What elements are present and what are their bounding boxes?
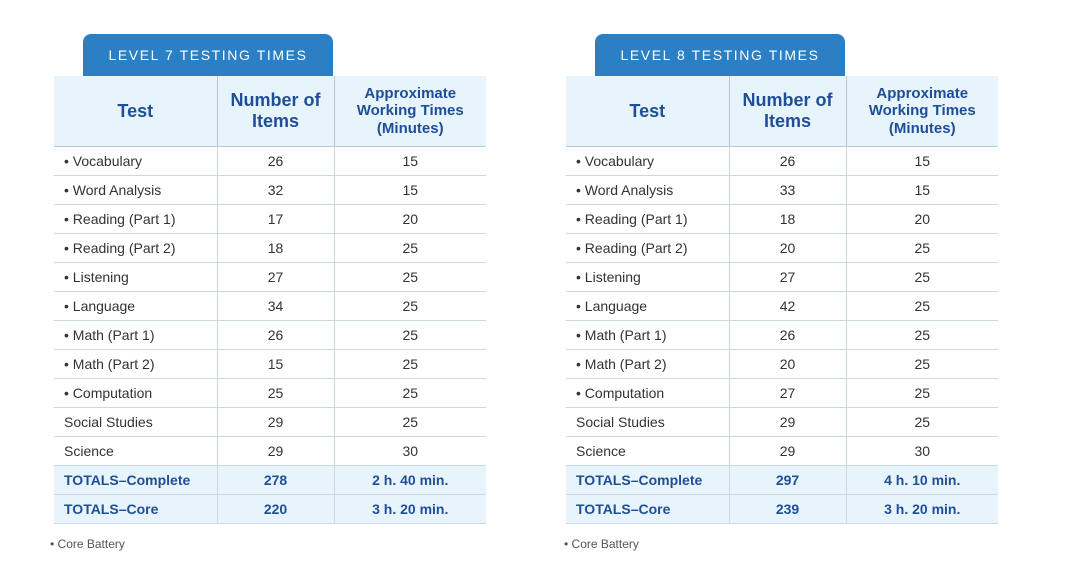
- level-8-title-tab: LEVEL 8 TESTING TIMES: [595, 34, 845, 76]
- totals-time: 4 h. 10 min.: [846, 466, 998, 495]
- working-minutes: 25: [334, 292, 486, 321]
- table-row: [566, 292, 998, 321]
- header-working-times: [846, 76, 998, 147]
- test-name: • Vocabulary: [566, 147, 729, 176]
- header-test: Test: [566, 76, 729, 147]
- items-count: 42: [729, 292, 846, 321]
- test-name: Social Studies: [566, 408, 729, 437]
- table-row: [54, 350, 486, 379]
- test-name: • Reading (Part 1): [566, 205, 729, 234]
- header-number-of-items: [217, 76, 334, 147]
- level-8-footnote: • Core Battery: [564, 537, 639, 551]
- test-name: Science: [566, 437, 729, 466]
- items-count: 20: [729, 350, 846, 379]
- items-count: 29: [217, 408, 334, 437]
- working-minutes: 25: [334, 263, 486, 292]
- working-minutes: 25: [846, 321, 998, 350]
- table-row: [54, 292, 486, 321]
- table-row: [566, 379, 998, 408]
- test-name: • Reading (Part 1): [54, 205, 217, 234]
- table-row: [566, 321, 998, 350]
- test-name: • Math (Part 1): [566, 321, 729, 350]
- working-minutes: 25: [334, 321, 486, 350]
- test-name: Social Studies: [54, 408, 217, 437]
- table-row: [54, 263, 486, 292]
- header-row: [54, 76, 486, 147]
- table-row: [566, 408, 998, 437]
- totals-complete-row: [54, 466, 486, 495]
- items-count: 29: [729, 408, 846, 437]
- table-row: [54, 437, 486, 466]
- table-row: [566, 263, 998, 292]
- test-name: • Word Analysis: [566, 176, 729, 205]
- items-count: 27: [729, 263, 846, 292]
- header-time-line-2: Working Times: [356, 102, 464, 120]
- totals-items: 278: [217, 466, 334, 495]
- items-count: 29: [729, 437, 846, 466]
- totals-items: 220: [217, 495, 334, 524]
- header-number-of-items: [729, 76, 846, 147]
- header-time-line-3: (Minutes): [888, 119, 956, 137]
- table-row: [54, 147, 486, 176]
- working-minutes: 25: [846, 350, 998, 379]
- totals-time: 3 h. 20 min.: [846, 495, 998, 524]
- items-count: 33: [729, 176, 846, 205]
- header-working-times: [334, 76, 486, 147]
- level-7-title-tab: LEVEL 7 TESTING TIMES: [83, 34, 333, 76]
- header-time-line-1: Approximate: [364, 85, 457, 103]
- working-minutes: 15: [846, 147, 998, 176]
- totals-label: TOTALS–Complete: [54, 466, 217, 495]
- items-count: 17: [217, 205, 334, 234]
- table-row: [566, 147, 998, 176]
- table-row: [566, 205, 998, 234]
- working-minutes: 15: [334, 147, 486, 176]
- table-row: [54, 321, 486, 350]
- working-minutes: 25: [846, 263, 998, 292]
- working-minutes: 25: [334, 234, 486, 263]
- table-row: [54, 379, 486, 408]
- level-7-panel: [54, 34, 486, 524]
- totals-label: TOTALS–Core: [54, 495, 217, 524]
- header-time-line-2: Working Times: [868, 102, 976, 120]
- working-minutes: 15: [846, 176, 998, 205]
- test-name: • Reading (Part 2): [566, 234, 729, 263]
- working-minutes: 25: [334, 379, 486, 408]
- working-minutes: 30: [334, 437, 486, 466]
- test-name: • Listening: [54, 263, 217, 292]
- header-items-line-1: Number of: [230, 90, 321, 111]
- test-name: • Reading (Part 2): [54, 234, 217, 263]
- working-minutes: 25: [846, 234, 998, 263]
- working-minutes: 30: [846, 437, 998, 466]
- items-count: 27: [729, 379, 846, 408]
- working-minutes: 25: [846, 408, 998, 437]
- items-count: 26: [217, 147, 334, 176]
- test-name: • Language: [566, 292, 729, 321]
- items-count: 20: [729, 234, 846, 263]
- header-items-line-2: Items: [251, 111, 300, 131]
- table-row: [54, 234, 486, 263]
- test-name: • Vocabulary: [54, 147, 217, 176]
- totals-items: 297: [729, 466, 846, 495]
- items-count: 34: [217, 292, 334, 321]
- totals-time: 3 h. 20 min.: [334, 495, 486, 524]
- totals-complete-row: [566, 466, 998, 495]
- totals-items: 239: [729, 495, 846, 524]
- working-minutes: 25: [334, 350, 486, 379]
- totals-time: 2 h. 40 min.: [334, 466, 486, 495]
- test-name: • Math (Part 1): [54, 321, 217, 350]
- working-minutes: 15: [334, 176, 486, 205]
- working-minutes: 20: [334, 205, 486, 234]
- level-7-table: [54, 76, 486, 524]
- header-time-line-3: (Minutes): [376, 119, 444, 137]
- header-items-line-2: Items: [763, 111, 812, 131]
- test-name: • Math (Part 2): [566, 350, 729, 379]
- totals-core-row: [566, 495, 998, 524]
- table-row: [54, 176, 486, 205]
- items-count: 18: [217, 234, 334, 263]
- totals-label: TOTALS–Core: [566, 495, 729, 524]
- level-7-footnote: • Core Battery: [50, 537, 125, 551]
- items-count: 27: [217, 263, 334, 292]
- header-time-line-1: Approximate: [876, 85, 969, 103]
- totals-core-row: [54, 495, 486, 524]
- table-row: [566, 234, 998, 263]
- items-count: 29: [217, 437, 334, 466]
- table-row: [566, 350, 998, 379]
- header-test: Test: [54, 76, 217, 147]
- header-items-line-1: Number of: [742, 90, 833, 111]
- items-count: 32: [217, 176, 334, 205]
- test-name: • Math (Part 2): [54, 350, 217, 379]
- working-minutes: 25: [334, 408, 486, 437]
- test-name: • Computation: [566, 379, 729, 408]
- level-8-table: [566, 76, 998, 524]
- totals-label: TOTALS–Complete: [566, 466, 729, 495]
- table-row: [566, 437, 998, 466]
- items-count: 26: [729, 321, 846, 350]
- test-name: • Language: [54, 292, 217, 321]
- table-row: [566, 176, 998, 205]
- test-name: • Listening: [566, 263, 729, 292]
- table-row: [54, 408, 486, 437]
- table-row: [54, 205, 486, 234]
- items-count: 26: [217, 321, 334, 350]
- level-8-panel: [566, 34, 998, 524]
- items-count: 26: [729, 147, 846, 176]
- items-count: 15: [217, 350, 334, 379]
- header-row: [566, 76, 998, 147]
- items-count: 25: [217, 379, 334, 408]
- working-minutes: 25: [846, 379, 998, 408]
- test-name: • Computation: [54, 379, 217, 408]
- working-minutes: 20: [846, 205, 998, 234]
- test-name: • Word Analysis: [54, 176, 217, 205]
- test-name: Science: [54, 437, 217, 466]
- working-minutes: 25: [846, 292, 998, 321]
- items-count: 18: [729, 205, 846, 234]
